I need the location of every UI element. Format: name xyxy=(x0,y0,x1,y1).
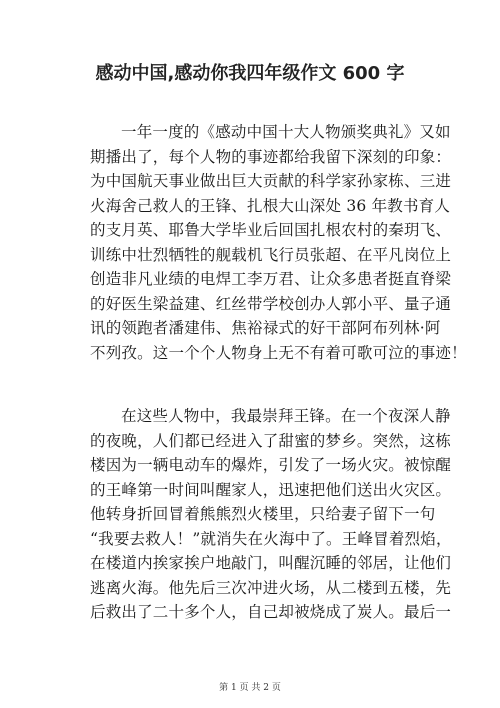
text-line: 逃离火海。他先后三次冲进火场，从二楼到五楼，先 xyxy=(90,578,452,597)
paragraph xyxy=(90,404,452,625)
text-line: 后救出了二十多个人，自己却被烧成了炭人。最后一 xyxy=(90,603,452,621)
document-title: 感动中国,感动你我四年级作文 600 字 xyxy=(95,63,405,84)
text-line: 的夜晚，人们都已经进入了甜蜜的梦乡。突然，这栋 xyxy=(90,431,452,450)
text-line: 的支月英、耶鲁大学毕业后回国扎根农村的秦玥飞、 xyxy=(90,221,452,239)
text-line: 的王峰第一时间叫醒家人，迅速把他们送出火灾区。 xyxy=(90,480,452,499)
page-number-footer: 第 1 页 共 2 页 xyxy=(219,683,281,693)
text-line: 为中国航天事业做出巨大贡献的科学家孙家栋、三进 xyxy=(90,172,452,190)
text-line: 楼因为一辆电动车的爆炸，引发了一场火灾。被惊醒 xyxy=(90,456,452,474)
paragraph xyxy=(90,120,467,365)
text-line: 讯的领跑者潘建伟、焦裕禄式的好干部阿布列林·阿 xyxy=(90,319,441,337)
text-line: 的好医生梁益建、红丝带学校创办人郭小平、量子通 xyxy=(90,294,452,313)
text-line: 在这些人物中，我最崇拜王锋。在一个夜深人静 xyxy=(121,407,451,425)
text-line: 他转身折回冒着熊熊烈火楼里，只给妻子留下一句 xyxy=(90,505,436,523)
text-line: 火海舍己救人的王锋、扎根大山深处 36 年教书育人 xyxy=(90,196,451,215)
text-line: “我要去救人！”就消失在火海中了。王峰冒着烈焰， xyxy=(90,529,452,548)
text-line: 期播出了，每个人物的事迹都给我留下深刻的印象： xyxy=(90,147,452,166)
text-line: 不列孜。这一个个人物身上无不有着可歌可泣的事迹！ xyxy=(90,343,467,362)
text-line: 在楼道内挨家挨户地敲门，叫醒沉睡的邻居，让他们 xyxy=(90,554,452,572)
text-line: 一年一度的《感动中国十大人物颁奖典礼》又如 xyxy=(121,123,451,141)
text-line: 创造非凡业绩的电焊工李万君、让众多患者挺直脊梁 xyxy=(90,270,452,288)
text-line: 训练中壮烈牺牲的舰载机飞行员张超、在平凡岗位上 xyxy=(90,245,452,264)
